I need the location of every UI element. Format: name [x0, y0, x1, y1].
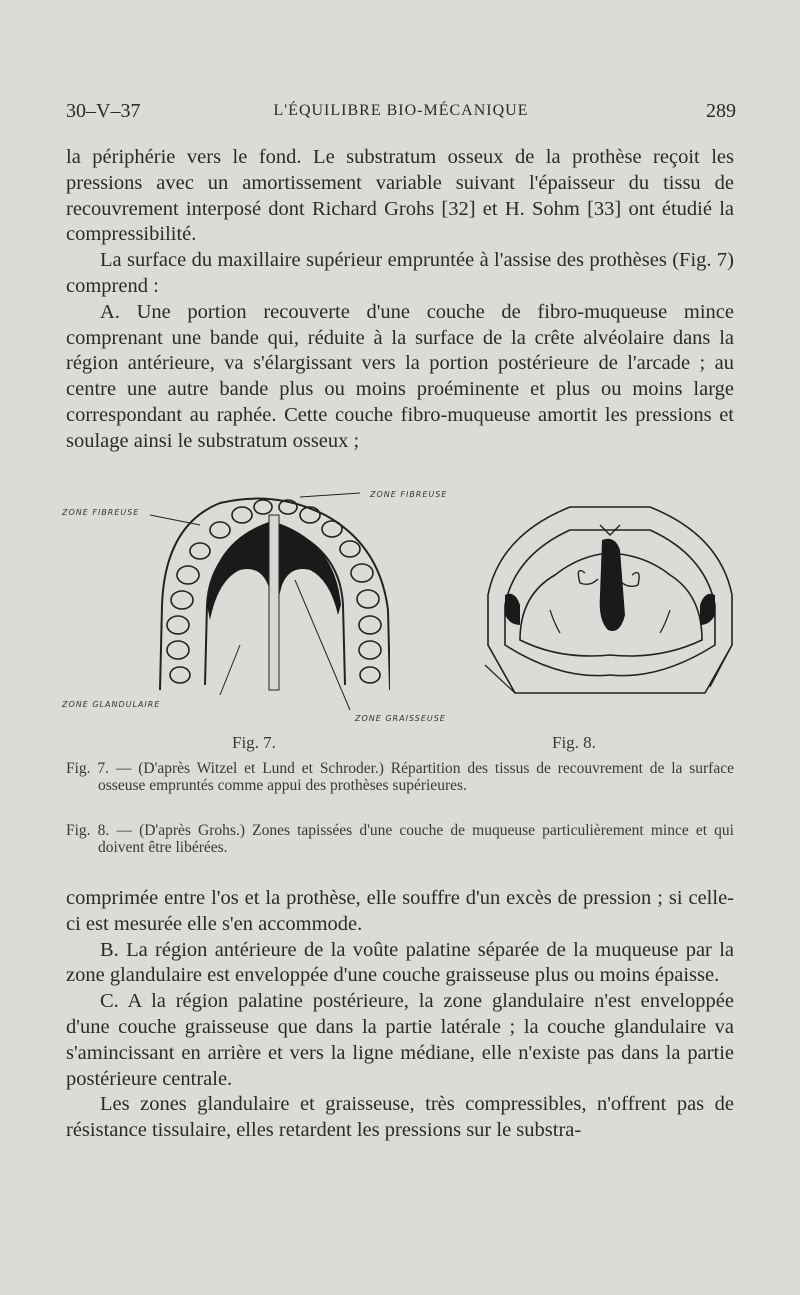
header-title: L'ÉQUILIBRE BIO-MÉCANIQUE — [273, 102, 529, 119]
fig7-label-graisseuse: ZONE GRAISSEUSE — [355, 714, 446, 723]
header-date: 30–V–37 — [66, 100, 141, 122]
figure8-drawing — [480, 495, 740, 700]
running-header — [66, 100, 736, 130]
body-text-bottom — [66, 886, 734, 1144]
paragraph: B. La région antérieure de la voûte palatine séparée de la muqueuse par la zone glandulaire est enveloppée d'une couche graisseuse plus ou moins épaisse. — [66, 938, 734, 987]
figure8-caption — [66, 822, 734, 856]
figure7-drawing — [60, 485, 390, 725]
paragraph: Les zones glandulaire et graisseuse, très compressibles, n'offrent pas de résistance tissulaire, elles retardent les pressions sur le substra- — [66, 1093, 734, 1142]
paragraph: A. Une portion recouverte d'une couche de fibro-muqueuse mince comprenant une bande qui, réduite à la surface de la crête alvéolaire dans la région antérieure, va s'élargissant vers la portion postérieure de l'arcade ; au centre une autre bande plus ou moins proéminente et plus ou moins large correspondant au raphée. Cette couche fibro-muqueuse amortit les pressions et soulage ainsi le substratum osseux ; — [66, 300, 734, 452]
figure7-caption — [66, 760, 734, 794]
fig7-label-fibreuse-right: ZONE FIBREUSE — [370, 490, 448, 499]
figure8-label: Fig. 8. — [552, 733, 596, 752]
caption-text: Fig. 7. — (D'après Witzel et Lund et Schroder.) Répartition des tissus de recouvrement de la surface osseuse empruntés comme appui des prothèses supérieures. — [66, 760, 734, 794]
paragraph: La surface du maxillaire supérieur empruntée à l'assise des prothèses (Fig. 7) comprend : — [66, 249, 734, 297]
fig7-label-glandulaire: ZONE GLANDULAIRE — [62, 700, 161, 709]
paragraph: la périphérie vers le fond. Le substratum osseux de la prothèse reçoit les pressions avec un amortissement variable suivant l'épaisseur du tissu de recouvrement interposé dont Richard Grohs [32] et H. Sohm [33] ont étudié la compressibilité. — [66, 146, 734, 246]
paragraph: C. A la région palatine postérieure, la zone glandulaire n'est enveloppée d'une couche graisseuse que dans la partie latérale ; la couche glandulaire va s'amincissant en arrière et vers la ligne médiane, elle n'existe pas dans la partie postérieure centrale. — [66, 990, 734, 1090]
fig7-label-fibreuse-left: ZONE FIBREUSE — [62, 508, 140, 517]
caption-text: Fig. 8. — (D'après Grohs.) Zones tapissées d'une couche de muqueuse particulièrement mince et qui doivent être libérées. — [66, 822, 734, 856]
page-number: 289 — [706, 100, 736, 122]
paragraph: comprimée entre l'os et la prothèse, elle souffre d'un excès de pression ; si celle-ci est mesurée elle s'en accommode. — [66, 887, 734, 935]
body-text-top — [66, 145, 734, 455]
figure7-label: Fig. 7. — [232, 733, 276, 752]
